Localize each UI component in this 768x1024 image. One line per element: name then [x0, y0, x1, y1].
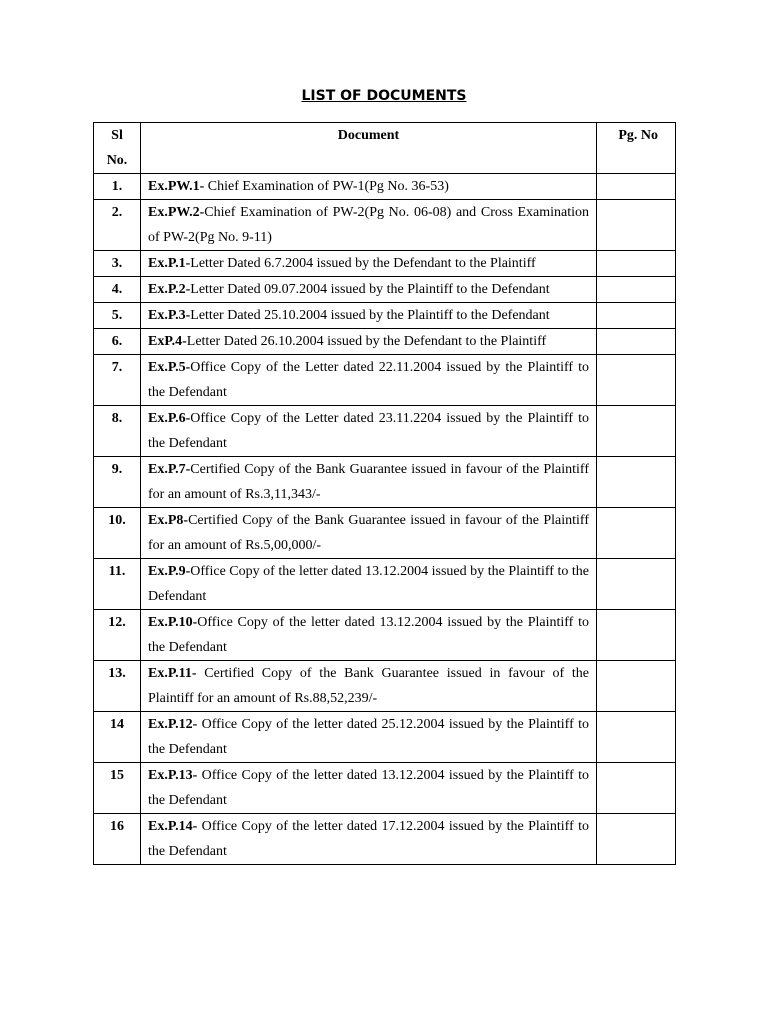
table-row — [94, 303, 676, 329]
exhibit-code: Ex.P.12- — [148, 717, 198, 732]
exhibit-code: Ex.P.10- — [148, 615, 198, 630]
page-number — [597, 763, 676, 814]
serial-number: 9. — [94, 457, 141, 508]
document-description — [141, 559, 597, 610]
page-number — [597, 508, 676, 559]
exhibit-text: Chief Examination of PW-1(Pg No. 36-53) — [204, 179, 449, 194]
exhibit-text: Office Copy of the letter dated 13.12.2004 issued by the Plaintiff to the Defendant — [148, 768, 589, 808]
table-row — [94, 406, 676, 457]
table-row — [94, 712, 676, 763]
exhibit-code: ExP.4- — [148, 334, 187, 349]
serial-number: 3. — [94, 251, 141, 277]
serial-number: 16 — [94, 814, 141, 865]
page-title: LIST OF DOCUMENTS — [301, 88, 467, 104]
serial-number: 15 — [94, 763, 141, 814]
table-row — [94, 763, 676, 814]
exhibit-text: Certified Copy of the Bank Guarantee issued in favour of the Plaintiff for an amount of Rs.5,00,000/- — [148, 513, 589, 553]
exhibit-code: Ex.P.11- — [148, 666, 197, 681]
document-description — [141, 661, 597, 712]
exhibit-code: Ex.P.5- — [148, 360, 191, 375]
page-number — [597, 251, 676, 277]
exhibit-text: Office Copy of the letter dated 13.12.2004 issued by the Plaintiff to the Defendant — [148, 564, 589, 604]
document-description — [141, 712, 597, 763]
serial-number: 8. — [94, 406, 141, 457]
table-row — [94, 174, 676, 200]
serial-number: 14 — [94, 712, 141, 763]
table-row — [94, 329, 676, 355]
exhibit-text: Letter Dated 09.07.2004 issued by the Plaintiff to the Defendant — [190, 282, 550, 297]
document-description — [141, 303, 597, 329]
document-description — [141, 457, 597, 508]
table-row — [94, 457, 676, 508]
exhibit-code: Ex.PW.2- — [148, 205, 205, 220]
table-body — [94, 174, 676, 865]
exhibit-text: Letter Dated 6.7.2004 issued by the Defendant to the Plaintiff — [190, 256, 536, 271]
exhibit-code: Ex.PW.1- — [148, 179, 205, 194]
document-header: Document — [141, 123, 597, 174]
serial-number: 2. — [94, 200, 141, 251]
documents-table — [93, 122, 676, 865]
table-row — [94, 508, 676, 559]
document-description — [141, 277, 597, 303]
page-number — [597, 457, 676, 508]
exhibit-code: Ex.P.14- — [148, 819, 198, 834]
page-number — [597, 661, 676, 712]
serial-number: 6. — [94, 329, 141, 355]
exhibit-code: Ex.P.9- — [148, 564, 191, 579]
serial-number: 11. — [94, 559, 141, 610]
document-description — [141, 406, 597, 457]
exhibit-text: Letter Dated 25.10.2004 issued by the Plaintiff to the Defendant — [190, 308, 550, 323]
page-number — [597, 200, 676, 251]
exhibit-code: Ex.P.1- — [148, 256, 191, 271]
page-number — [597, 355, 676, 406]
exhibit-text: Letter Dated 26.10.2004 issued by the Defendant to the Plaintiff — [186, 334, 547, 349]
serial-number: 4. — [94, 277, 141, 303]
table-row — [94, 251, 676, 277]
page-number — [597, 329, 676, 355]
table-header-row — [94, 123, 676, 174]
document-description — [141, 251, 597, 277]
sl-no-header: Sl No. — [94, 123, 141, 174]
exhibit-code: Ex.P8- — [148, 513, 189, 528]
exhibit-code: Ex.P.13- — [148, 768, 198, 783]
page-number — [597, 559, 676, 610]
exhibit-text: Office Copy of the Letter dated 23.11.2204 issued by the Plaintiff to the Defendant — [148, 411, 589, 451]
document-description — [141, 508, 597, 559]
document-description — [141, 355, 597, 406]
table-row — [94, 200, 676, 251]
page-number — [597, 303, 676, 329]
exhibit-text: Certified Copy of the Bank Guarantee issued in favour of the Plaintiff for an amount of Rs.3,11,343/- — [148, 462, 589, 502]
exhibit-text: Office Copy of the letter dated 13.12.2004 issued by the Plaintiff to the Defendant — [148, 615, 589, 655]
document-description — [141, 814, 597, 865]
serial-number: 12. — [94, 610, 141, 661]
document-description — [141, 200, 597, 251]
exhibit-code: Ex.P.2- — [148, 282, 191, 297]
exhibit-text: Office Copy of the letter dated 17.12.2004 issued by the Plaintiff to the Defendant — [148, 819, 589, 859]
table-row — [94, 355, 676, 406]
table-row — [94, 814, 676, 865]
table-row — [94, 559, 676, 610]
exhibit-code: Ex.P.3- — [148, 308, 191, 323]
exhibit-text: Office Copy of the Letter dated 22.11.2004 issued by the Plaintiff to the Defendant — [148, 360, 589, 400]
serial-number: 13. — [94, 661, 141, 712]
table-row — [94, 277, 676, 303]
exhibit-code: Ex.P.6- — [148, 411, 191, 426]
exhibit-text: Office Copy of the letter dated 25.12.2004 issued by the Plaintiff to the Defendant — [148, 717, 589, 757]
table-row — [94, 661, 676, 712]
exhibit-code: Ex.P.7- — [148, 462, 191, 477]
page-number — [597, 712, 676, 763]
exhibit-text: Certified Copy of the Bank Guarantee issued in favour of the Plaintiff for an amount of Rs.88,52,239/- — [148, 666, 589, 706]
document-description — [141, 174, 597, 200]
page-number — [597, 610, 676, 661]
page-number — [597, 174, 676, 200]
page-number — [597, 406, 676, 457]
page-number — [597, 814, 676, 865]
table-row — [94, 610, 676, 661]
page-no-header: Pg. No — [597, 123, 676, 174]
document-description — [141, 610, 597, 661]
document-description — [141, 763, 597, 814]
serial-number: 1. — [94, 174, 141, 200]
exhibit-text: Chief Examination of PW-2(Pg No. 06-08) and Cross Examination of PW-2(Pg No. 9-11) — [148, 205, 589, 245]
document-description — [141, 329, 597, 355]
serial-number: 10. — [94, 508, 141, 559]
serial-number: 5. — [94, 303, 141, 329]
serial-number: 7. — [94, 355, 141, 406]
page-number — [597, 277, 676, 303]
